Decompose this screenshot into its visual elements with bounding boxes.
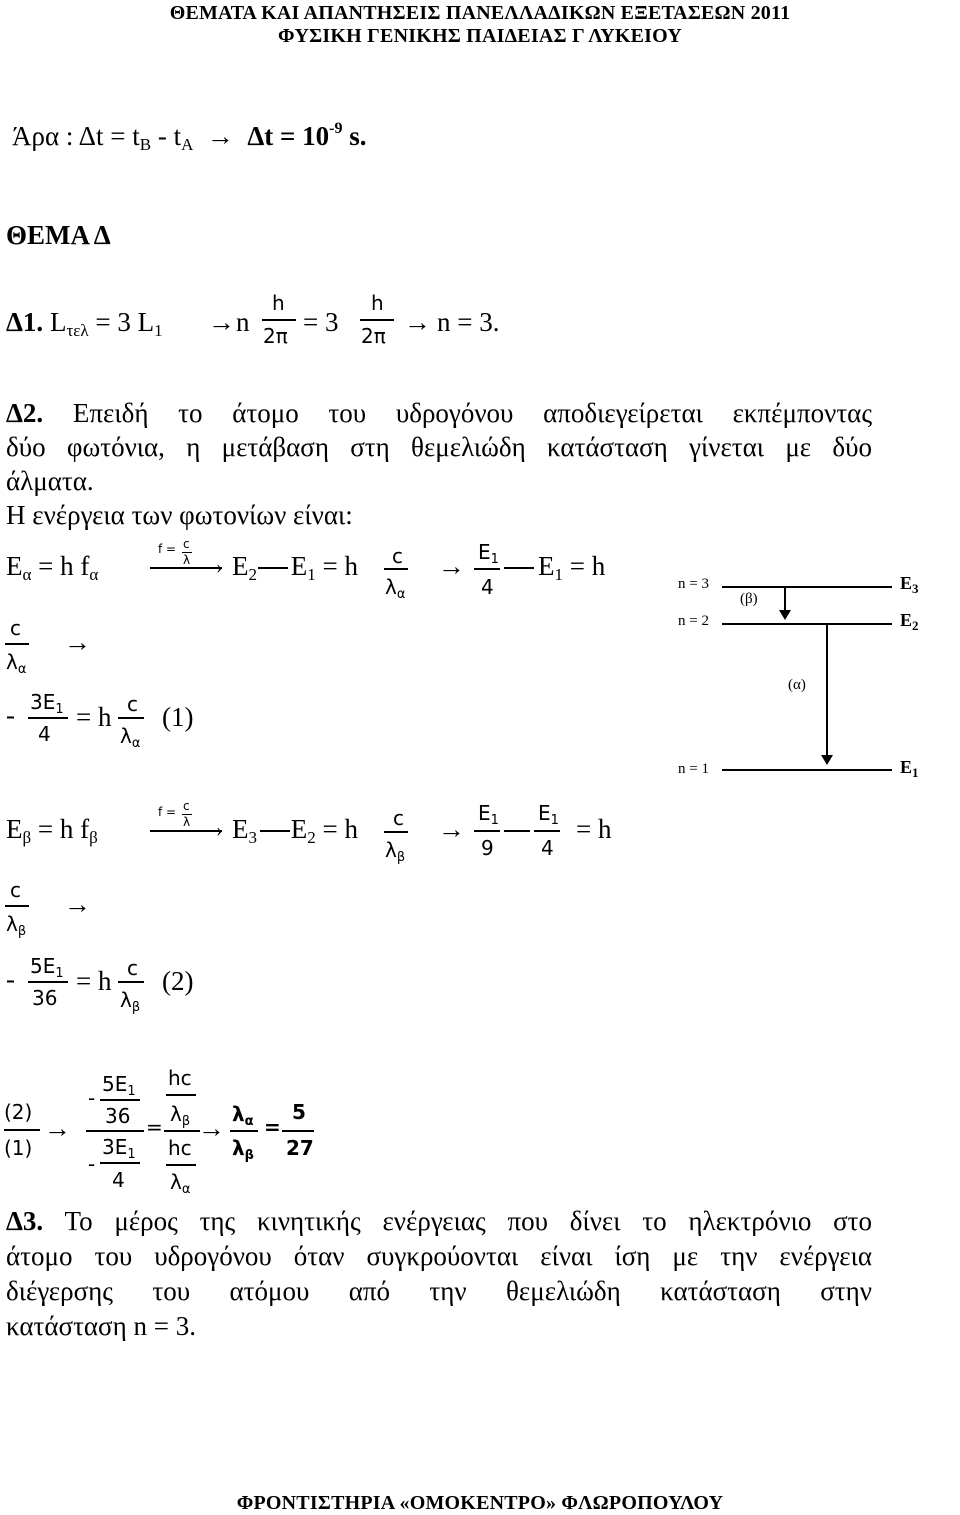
dash-line [258,567,288,569]
e-beta-mid: $E_3$ $E_2 = h$ [232,814,358,847]
frac-c: c [392,544,403,568]
eq-h: = h [76,702,112,732]
frac-c: c [393,806,404,830]
frac-lambda-alpha: $\lambda_\alpha$ [6,650,27,677]
fraction-line [4,1129,40,1131]
eq-h: = h [576,814,612,844]
right-arrow-icon: → [208,307,235,337]
d2-line-3: άλματα. [6,466,94,496]
theme-title: ΘΕΜΑ Δ [6,220,111,250]
e-beta-lhs: $E_\beta = h$ $f_\beta$ [6,814,98,847]
frac-lambda-beta: $\lambda_\beta$ [120,988,141,1015]
fraction-line [166,1164,196,1166]
fraction-line [100,1099,140,1101]
frac-lambda-alpha: $\lambda_\alpha$ [232,1102,254,1129]
fraction-line [262,319,296,321]
frac-27: 27 [286,1136,314,1160]
frac-lambda-beta: $\lambda_\beta$ [385,838,406,865]
right-arrow-icon: → [44,1113,71,1143]
arrow-down-icon [779,610,791,620]
result-line: Άρα : $\Delta t = t_B - t_A \to \Delta t = 10^{-9}$ s. [12,120,367,154]
header-line-2: ΦΥΣΙΚΗ ΓΕΝΙΚΗΣ ΠΑΙΔΕΙΑΣ Γ ΛΥΚΕΙΟΥ [277,25,683,47]
d1-frac2-num: h [371,291,384,315]
frac-36: 36 [32,986,58,1010]
level-n1-line [722,769,892,771]
frac-5e1: $5E_1$ [30,954,64,981]
main-fraction-line [164,1130,200,1132]
frac-c: c [127,956,138,980]
minus: - [88,1152,96,1176]
fraction-line [474,830,500,832]
long-arrow-shaft [150,830,222,832]
frac-lambda-alpha: $\lambda_\alpha$ [385,575,406,602]
d1-result: n = 3. [437,307,500,337]
d1-eq3: = 3 [303,307,339,337]
frac-e1: $E_1$ [478,540,499,567]
e1-eq-h: $E_1 = h$ [538,551,606,584]
f-eq-c: c [183,537,190,551]
f-eq-label: f = [158,805,177,819]
eq: = [146,1115,163,1139]
right-arrow-icon: → [64,889,91,919]
eq: = [264,1115,281,1139]
eq-ref-2: (2) [162,966,194,996]
level-n2-label: n = 2 [678,613,709,629]
frac-3e1: $3E_1$ [102,1135,136,1162]
arrow-down-icon [821,755,833,765]
d2-line-4: Η ενέργεια των φωτονίων είναι: [6,500,353,530]
d3-line-3: διέγερσης του ατόμου από την θεμελιώδη κατάσταση στην [6,1276,872,1306]
frac-4: 4 [112,1168,125,1192]
frac-4: 4 [481,575,494,599]
e-alpha-lhs: $E_\alpha = h$ $f_\alpha$ [6,551,99,584]
d1-frac1-num: h [272,291,285,315]
dash-line [260,830,290,832]
frac-5e1: $5E_1$ [102,1072,136,1099]
fraction-line [5,643,29,645]
fraction-line [230,1130,258,1132]
frac-hc: hc [168,1066,192,1090]
fraction-line [474,568,500,570]
frac-4: 4 [541,836,554,860]
frac-c: c [10,878,21,902]
fraction-line [384,831,408,833]
ratio-ref-2: (2) [4,1100,33,1124]
transition-alpha-arrow [826,624,828,756]
minus: - [6,964,15,994]
d3-line-4: κατάσταση n = 3. [6,1311,196,1341]
transition-alpha-label: (α) [788,677,806,693]
right-arrow-icon: → [198,1113,225,1143]
frac-c: c [127,692,138,716]
e-alpha-mid: $E_2$ $E_1 = h$ [232,551,358,584]
fraction-line [282,1130,314,1132]
fraction-line [5,905,29,907]
frac-36: 36 [105,1104,131,1128]
d1-n: n [236,307,250,337]
frac-5: 5 [292,1100,306,1124]
fraction-line [100,1162,140,1164]
fraction-line [118,717,144,719]
frac-lambda-alpha: $\lambda_\alpha$ [170,1170,191,1197]
frac-lambda-beta: $\lambda_\beta$ [6,912,27,939]
level-e2-label: $E_2$ [900,610,919,633]
f-eq-lambda: λ [183,815,191,829]
fraction-line [534,830,560,832]
level-e1-label: $E_1$ [900,757,919,780]
main-fraction-line [86,1130,144,1132]
d2-line-2: δύο φωτόνια, η μετάβαση στη θεμελιώδη κατάσταση γίνεται με δύο [6,432,872,462]
fraction-line [28,981,68,983]
frac-c: c [10,616,21,640]
right-arrow-icon: › [216,556,223,578]
frac-lambda-beta: $\lambda_\beta$ [170,1102,191,1129]
right-arrow-icon: → [200,121,241,151]
dash-line [504,830,530,832]
frac-lambda-alpha: $\lambda_\alpha$ [120,724,141,751]
transition-beta-label: (β) [740,591,758,607]
minus: - [88,1086,96,1110]
d1-frac2-den: 2π [361,324,386,348]
fraction-line [360,319,394,321]
minus: - [6,700,15,730]
footer: ΦΡΟΝΤΙΣΤΗΡΙΑ «ΟΜΟΚΕΝΤΡΟ» ΦΛΩΡΟΠΟΥΛΟΥ [236,1492,724,1514]
frac-lambda-beta: $\lambda_\beta$ [232,1136,254,1163]
level-n2-line [722,623,892,625]
fraction-line [384,568,408,570]
ratio-ref-1: (1) [4,1136,33,1160]
frac-e1: $E_1$ [538,801,559,828]
fraction-line [118,981,144,983]
f-eq-label: f = [158,542,177,556]
d3-line-2: άτομο του υδρογόνου όταν συγκρούονται είναι ίση με την ενέργεια [6,1241,872,1271]
right-arrow-icon: › [216,819,223,841]
right-arrow-icon: → [404,307,431,337]
frac-hc: hc [168,1136,192,1160]
right-arrow-icon: → [438,551,465,581]
right-arrow-icon: → [64,627,91,657]
frac-3e1: $3E_1$ [30,690,64,717]
frac-9: 9 [481,836,494,860]
fraction-line [166,1094,196,1096]
eq-ref-1: (1) [162,702,194,732]
eq-h: = h [76,966,112,996]
f-eq-c: c [183,799,190,813]
long-arrow-shaft [150,567,222,569]
level-n3-label: n = 3 [678,576,709,592]
right-arrow-icon: → [438,814,465,844]
d1-line: Δ1. $L_{\tau\varepsilon\lambda} = 3$ $L_1$ [6,307,163,340]
frac-4: 4 [38,722,51,746]
level-e3-label: $E_3$ [900,573,919,596]
d1-frac1-den: 2π [263,324,288,348]
dash-line [504,567,534,569]
d2-line-1: Δ2. Επειδή το άτομο του υδρογόνου αποδιεγείρεται εκπέμποντας [6,398,873,428]
header-line-1: ΘΕΜΑΤΑ ΚΑΙ ΑΠΑΝΤΗΣΕΙΣ ΠΑΝΕΛΛΑΔΙΚΩΝ ΕΞΕΤΑΣΕΩΝ 2011 [169,2,791,24]
d3-line-1: Δ3. Το μέρος της κινητικής ενέργειας που δίνει το ηλεκτρόνιο στο [6,1206,872,1236]
fraction-line [28,717,68,719]
level-n1-label: n = 1 [678,761,709,777]
f-eq-lambda: λ [183,553,191,567]
frac-e1: $E_1$ [478,801,499,828]
level-n3-line [722,586,892,588]
